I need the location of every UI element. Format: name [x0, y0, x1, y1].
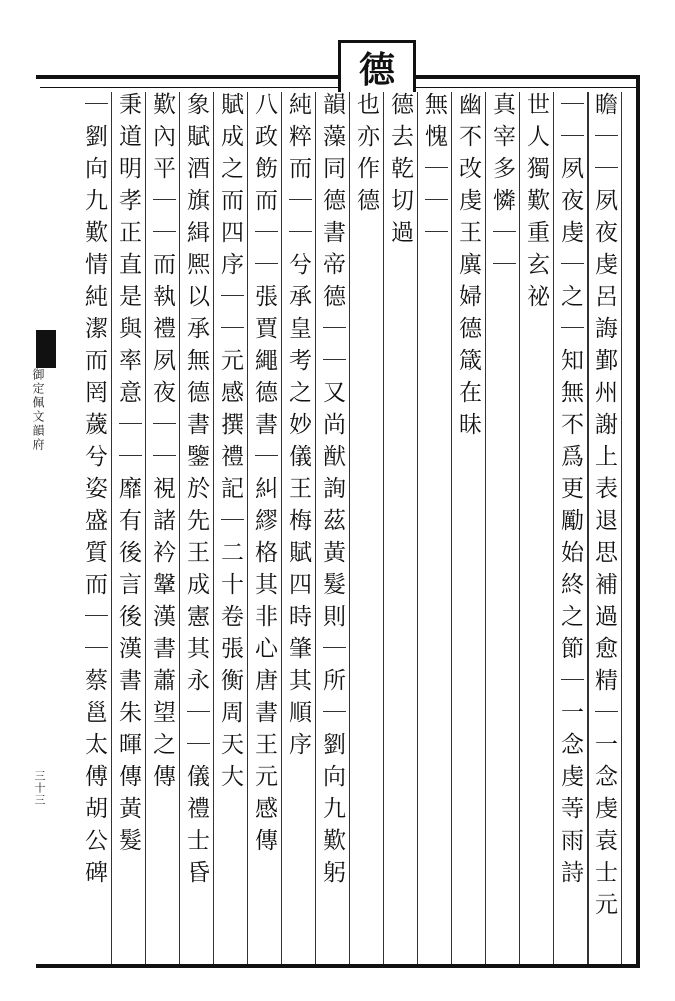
text-column: 賦成之而四序｜｜元感撰禮記｜二十卷張衡周天大	[214, 92, 248, 964]
text-column: 八政飭而｜｜張賈繩德書｜糾繆格其非心唐書王元感傳	[248, 92, 282, 964]
fish-tail-mark	[36, 330, 56, 368]
text-column: 德去乾切過	[384, 92, 418, 964]
text-column: 也亦作德	[350, 92, 384, 964]
text-column: 韻藻同德書帝德｜｜又尚猷詢茲黃髮則｜所｜劉向九歎躬	[316, 92, 350, 964]
text-column: 純粹而｜｜兮承皇考之妙儀王梅賦四時肇其順序	[282, 92, 316, 964]
text-column: 秉道明孝正直是與率意｜｜靡有後言後漢書朱暉傳黃髮	[112, 92, 146, 964]
text-column: 無愧｜｜｜	[418, 92, 452, 964]
text-column: 歎內平｜｜而執禮夙夜｜｜視諸衿鞶漢書蕭望之傳	[146, 92, 180, 964]
book-title-gutter: 御定佩文韻府	[31, 368, 45, 452]
text-column: 象賦酒旗緝熈以承無德書鑒於先王成憲其永｜｜儀禮士昏	[180, 92, 214, 964]
text-column: 瞻｜｜夙夜虔呂誨鄞州謝上表退思補過愈精｜一念虔袁士元	[588, 92, 622, 964]
page-number: 三十三	[33, 770, 46, 806]
rhyme-heading-tab: 德	[338, 40, 416, 92]
text-column: ｜劉向九歎情純潔而罔薉兮姿盛質而｜｜蔡邕太傅胡公碑	[78, 92, 112, 964]
text-column: 世人獨歎重玄祕	[520, 92, 554, 964]
text-column: ｜｜夙夜虔｜之｜知無不爲更勵始終之節｜一念虔䓁雨詩	[554, 92, 588, 964]
text-column: 真宰多憐｜｜	[486, 92, 520, 964]
text-column: 幽不改虔王廙婦德箴在昧	[452, 92, 486, 964]
